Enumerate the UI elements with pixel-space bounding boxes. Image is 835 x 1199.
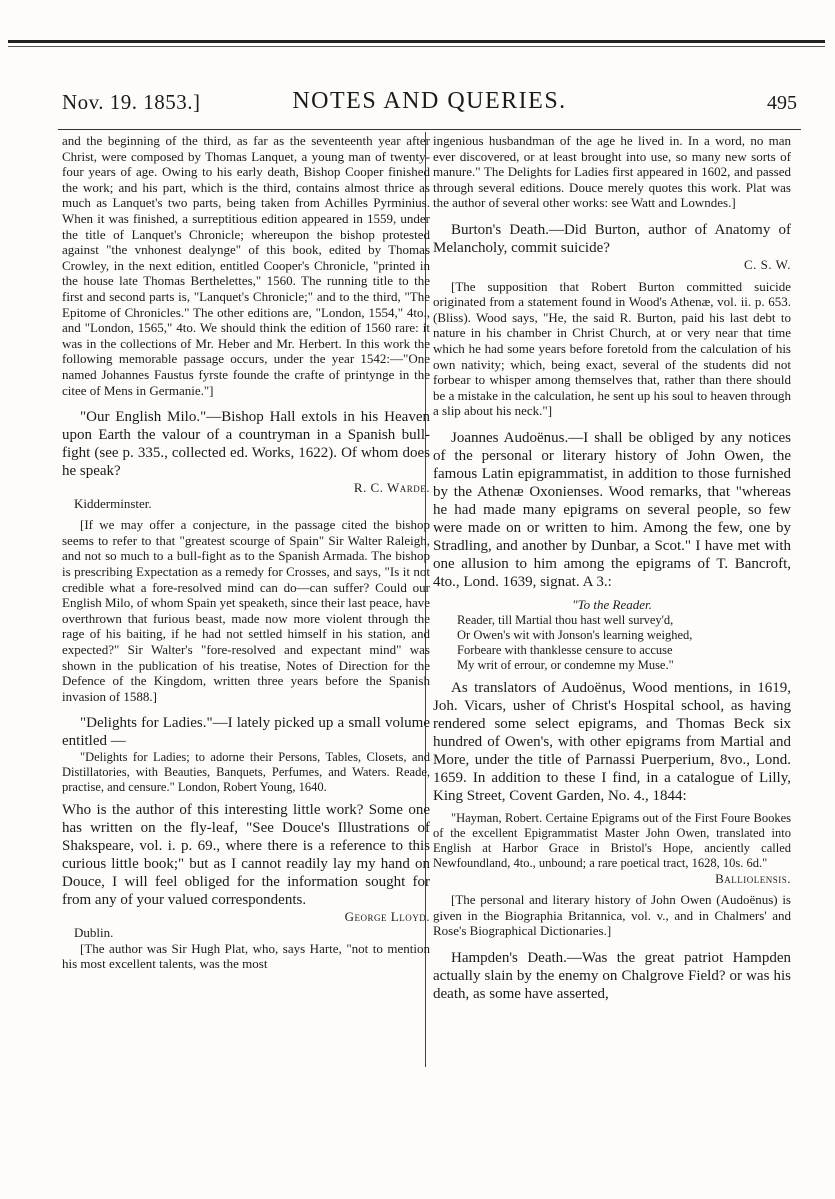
page-header bbox=[62, 84, 797, 124]
poem-line: Or Owen's wit with Jonson's learning weighed, bbox=[457, 627, 693, 642]
delights-signature: George Lloyd. bbox=[344, 909, 430, 925]
top-border-rule-thin bbox=[8, 46, 825, 47]
owen-translators: As translators of Audoënus, Wood mentions, in 1619, Joh. Vicars, usher of Christ's Hospital school, as having rendered some select epigrams, and Thomas Beck six hundred of Owen's, with other epigrams from Martial and More, under the title of Parnassi Puerperium, 8vo., Lond. 1659. In addition to these I find, in a catalogue of Lilly, King Street, Covent Garden, No. 4., 1844: bbox=[433, 679, 791, 804]
milo-place: Kidderminster. bbox=[74, 495, 152, 511]
delights-reply-end: ingenious husbandman of the age he lived in. In a word, no man ever discovered, or at least brought into use, so many new sorts of manure." The Delights for Ladies first appeared in 1602, and passed through several editions. Douce merely quotes this work. Plat was the author of several other works: see Watt and Lowndes.] bbox=[433, 133, 791, 211]
header-title: NOTES AND QUERIES. bbox=[292, 88, 567, 114]
owen-signature: Balliolensis. bbox=[715, 870, 791, 886]
delights-reply-start: [The author was Sir Hugh Plat, who, says Harte, "not to mention his most excellent talents, was the most bbox=[62, 940, 430, 972]
poem-line: Reader, till Martial thou hast well survey'd, bbox=[457, 612, 674, 627]
right-column bbox=[433, 133, 791, 1003]
milo-reply: [If we may offer a conjecture, in the passage cited the bishop seems to refer to that "greatest scourge of Spain" Sir Walter Raleigh, and not so much to a bull-fight as to the Spanish Armada. The bishop is prescribing Expectation as a remedy for Crosses, and says, "Is it not credible what a fore-resolved mind can do—can suffer? Could our English Milo, of whom Spain yet speaketh, since their last peace, have overthrown that furious beast, made now more violent through the rage of his baiting, if he had not settled himself in his station, and expected?" Sir Walter's "fore-resolved and expectant mind" was shown in the publication of his treatise, Notes of Direction for the Defence of the Kingdom, written three years before the Spanish invasion of 1588.] bbox=[62, 517, 430, 704]
burton-signature: C. S. W. bbox=[744, 256, 791, 272]
left-column bbox=[62, 133, 430, 972]
page-number: 495 bbox=[767, 92, 797, 114]
delights-question: Who is the author of this interesting little work? Some one has written on the fly-leaf, "See Douce's Illustrations of Shakspeare, vol. i. p. 69., where there is a reference to this curious little book;" but as I cannot readily lay my hand on Douce, I will feel obliged for the information sought for from any of your valued correspondents. bbox=[62, 802, 430, 909]
burton-reply: [The supposition that Robert Burton committed suicide originated from a statement found in Wood's Athenæ, vol. ii. p. 653. (Bliss). Wood says, "He, the said R. Burton, paid his last debt to nature in his chamber in Christ Church, at or very near that time which he had some years before foretold from the calculation of his own nativity; which, being exact, several of the students did not forbear to whisper among themselves that, rather than there should be a mistake in the calculation, he sent up his soul to heaven through a slip about his neck."] bbox=[433, 278, 791, 419]
delights-query: "Delights for Ladies."—I lately picked up a small volume entitled — bbox=[62, 715, 430, 750]
milo-signature: R. C. Warde. bbox=[353, 480, 430, 496]
poem-heading: "To the Reader. bbox=[572, 596, 652, 612]
delights-book-title: "Delights for Ladies; to adorne their Persons, Tables, Closets, and Distillatories, with Beauties, Banquets, Perfumes, and Waters. Reade, practise, and censure." London, Robert Young, 1640. bbox=[62, 750, 430, 795]
chronicle-reply-text: and the beginning of the third, as far as the seventeenth year after Christ, were composed by Thomas Lanquet, a young man of twenty-four years of age. Owing to his early death, Bishop Cooper finished the work; and his part, which is the third, contains almost thrice as much as Lanquet's two parts, being taken from Achilles Pyrminius. When it was finished, a surreptitious edition appeared in 1559, under the title of Lanquet's Chronicle; whereupon the bishop protested against "the vnhonest dealynge" of this book, edited by Thomas Crowley, in the next edition, entitled Cooper's Chronicle, "printed in the house late Thomas Berthelettes," 1560. The running title to the first and second parts is, "Lanquet's Chronicle;" and to the third, "The Epitome of Chronicles." The other editions are, "London, 1554," 4to., and "London, 1565," 4to. We should think the edition of 1560 rare: it was in the collections of Mr. Heber and Mr. Herbert. In this work the following memorable passage occurs, under the year 1542:—"One named Johannes Faustus fyrste founde the crafte of printynge in the citee of Mens in Germanie."] bbox=[62, 133, 430, 398]
header-rule bbox=[58, 129, 801, 130]
top-border-rule bbox=[8, 40, 825, 43]
owen-query: Joannes Audoënus.—I shall be obliged by any notices of the personal or literary history of John Owen, the famous Latin epigrammatist, in addition to those furnished by the Athenæ Oxonienses. Wood remarks, that "whereas he had made many epigrams on several people, so few were made on or written to him. Among the few, one by Stradling, and another by Dunbar, a Scot." I have met with one allusion to him among the epigrams of T. Bancroft, 4to., Lond. 1639, signat. A 3.: bbox=[433, 429, 791, 590]
hayman-entry: "Hayman, Robert. Certaine Epigrams out of the First Foure Bookes of the excellent Epigrammatist Master John Owen, translated into English at Harbor Grace in Bristol's Hope, anciently called Newfoundland, 4to., unbound; a rare poetical tract, 1628, 10s. 6d." bbox=[433, 810, 791, 870]
poem bbox=[433, 613, 791, 673]
poem-line: My writ of errour, or condemne my Muse." bbox=[457, 657, 674, 672]
burton-query: Burton's Death.—Did Burton, author of Anatomy of Melancholy, commit suicide? bbox=[433, 221, 791, 256]
delights-place: Dublin. bbox=[74, 925, 114, 940]
owen-reply: [The personal and literary history of John Owen (Audoënus) is given in the Biographia Britannica, vol. v., and in Chalmers' and Rose's Biographical Dictionaries.] bbox=[433, 892, 791, 939]
poem-line: Forbeare with thanklesse censure to accuse bbox=[457, 642, 673, 657]
milo-query: "Our English Milo."—Bishop Hall extols in his Heaven upon Earth the valour of a countryman in a Spanish bull-fight (see p. 335., collected ed. Works, 1622). Of whom does he speak? bbox=[62, 409, 430, 480]
header-date: Nov. 19. 1853.] bbox=[62, 90, 201, 114]
hampden-query: Hampden's Death.—Was the great patriot Hampden actually slain by the enemy on Chalgrove Field? or was his death, as some have asserted, bbox=[433, 949, 791, 1002]
